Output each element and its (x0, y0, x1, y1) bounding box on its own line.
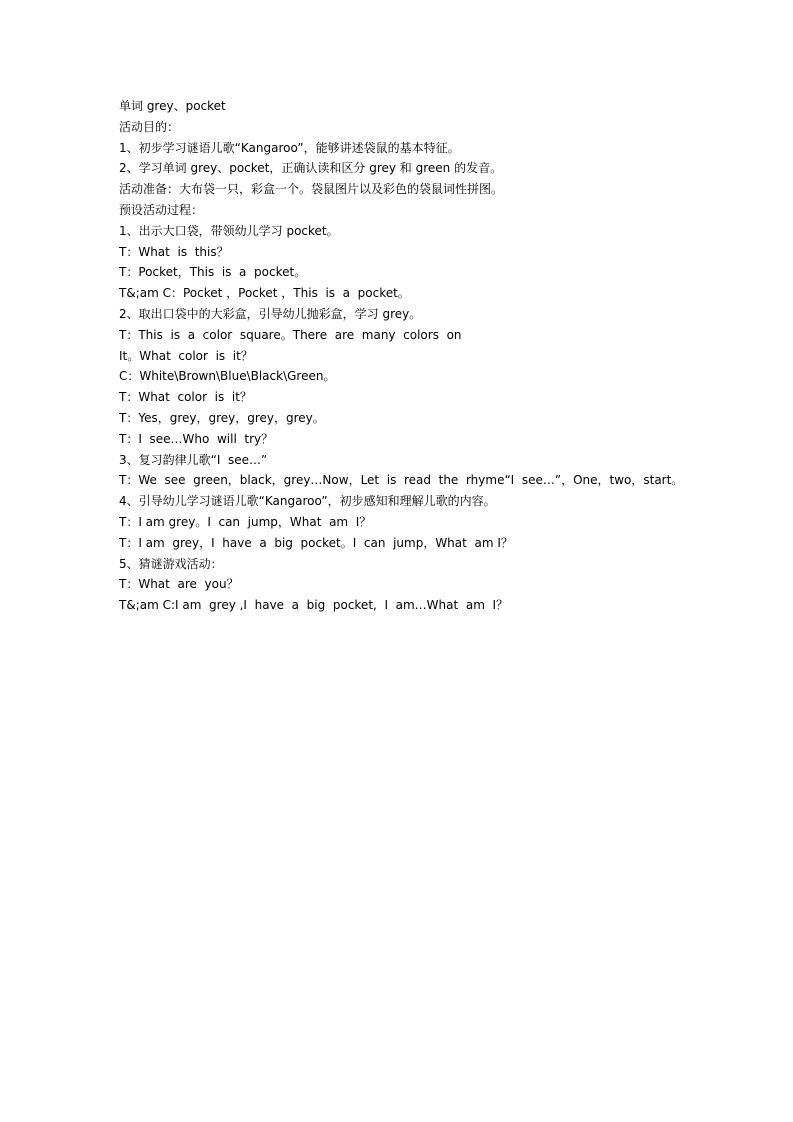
dialogue-line: T&;am C:I am grey ,I have a big pocket, I am…What am I？ (119, 598, 509, 613)
process-step: 2、取出口袋中的大彩盒，引导幼儿抛彩盒，学习 grey。 (119, 306, 422, 321)
dialogue-line: T：This is a color square。There are many colors on (119, 327, 462, 342)
dialogue-line: T：I am grey，I have a big pocket。I can jump，What am I？ (119, 535, 513, 550)
objective-item: 2、学习单词 grey、pocket，正确认读和区分 grey 和 green 的发音。 (119, 161, 503, 176)
section-heading-objectives: 活动目的： (119, 119, 180, 134)
dialogue-line: T：Pocket，This is a pocket。 (119, 265, 307, 280)
process-step: 4、引导幼儿学习谜语儿歌“Kangaroo”，初步感知和理解儿歌的内容。 (119, 494, 496, 509)
dialogue-line: It。What color is it？ (119, 348, 253, 363)
dialogue-line: T：What color is it？ (119, 390, 252, 405)
objective-item: 1、初步学习谜语儿歌“Kangaroo”，能够讲述袋鼠的基本特征。 (119, 140, 460, 155)
process-step: 3、复习韵律儿歌“I see…” (119, 452, 268, 467)
section-heading-process: 预设活动过程： (119, 202, 204, 217)
dialogue-line: T：I see…Who will try？ (119, 431, 274, 446)
dialogue-line: T：Yes，grey，grey，grey，grey。 (119, 410, 325, 425)
process-step: 1、出示大口袋，带领幼儿学习 pocket。 (119, 223, 339, 238)
dialogue-line: T&;am C：Pocket ，Pocket ，This is a pocket。 (119, 286, 410, 301)
dialogue-line: T：We see green，black，grey…Now，Let is read the rhyme“I see…”，One，two，start。 (119, 473, 684, 488)
process-step: 5、猜谜游戏活动： (119, 556, 223, 571)
dialogue-line: T：What are you？ (119, 577, 239, 592)
preparation-line: 活动准备：大布袋一只，彩盒一个。袋鼠图片以及彩色的袋鼠词性拼图。 (119, 182, 504, 197)
dialogue-line: C：White\Brown\Blue\Black\Green。 (119, 369, 336, 384)
dialogue-line: T：I am grey。I can jump，What am I？ (119, 514, 372, 529)
title-line: 单词 grey、pocket (119, 99, 226, 113)
document-body (119, 96, 719, 616)
dialogue-line: T：What is this？ (119, 244, 229, 259)
